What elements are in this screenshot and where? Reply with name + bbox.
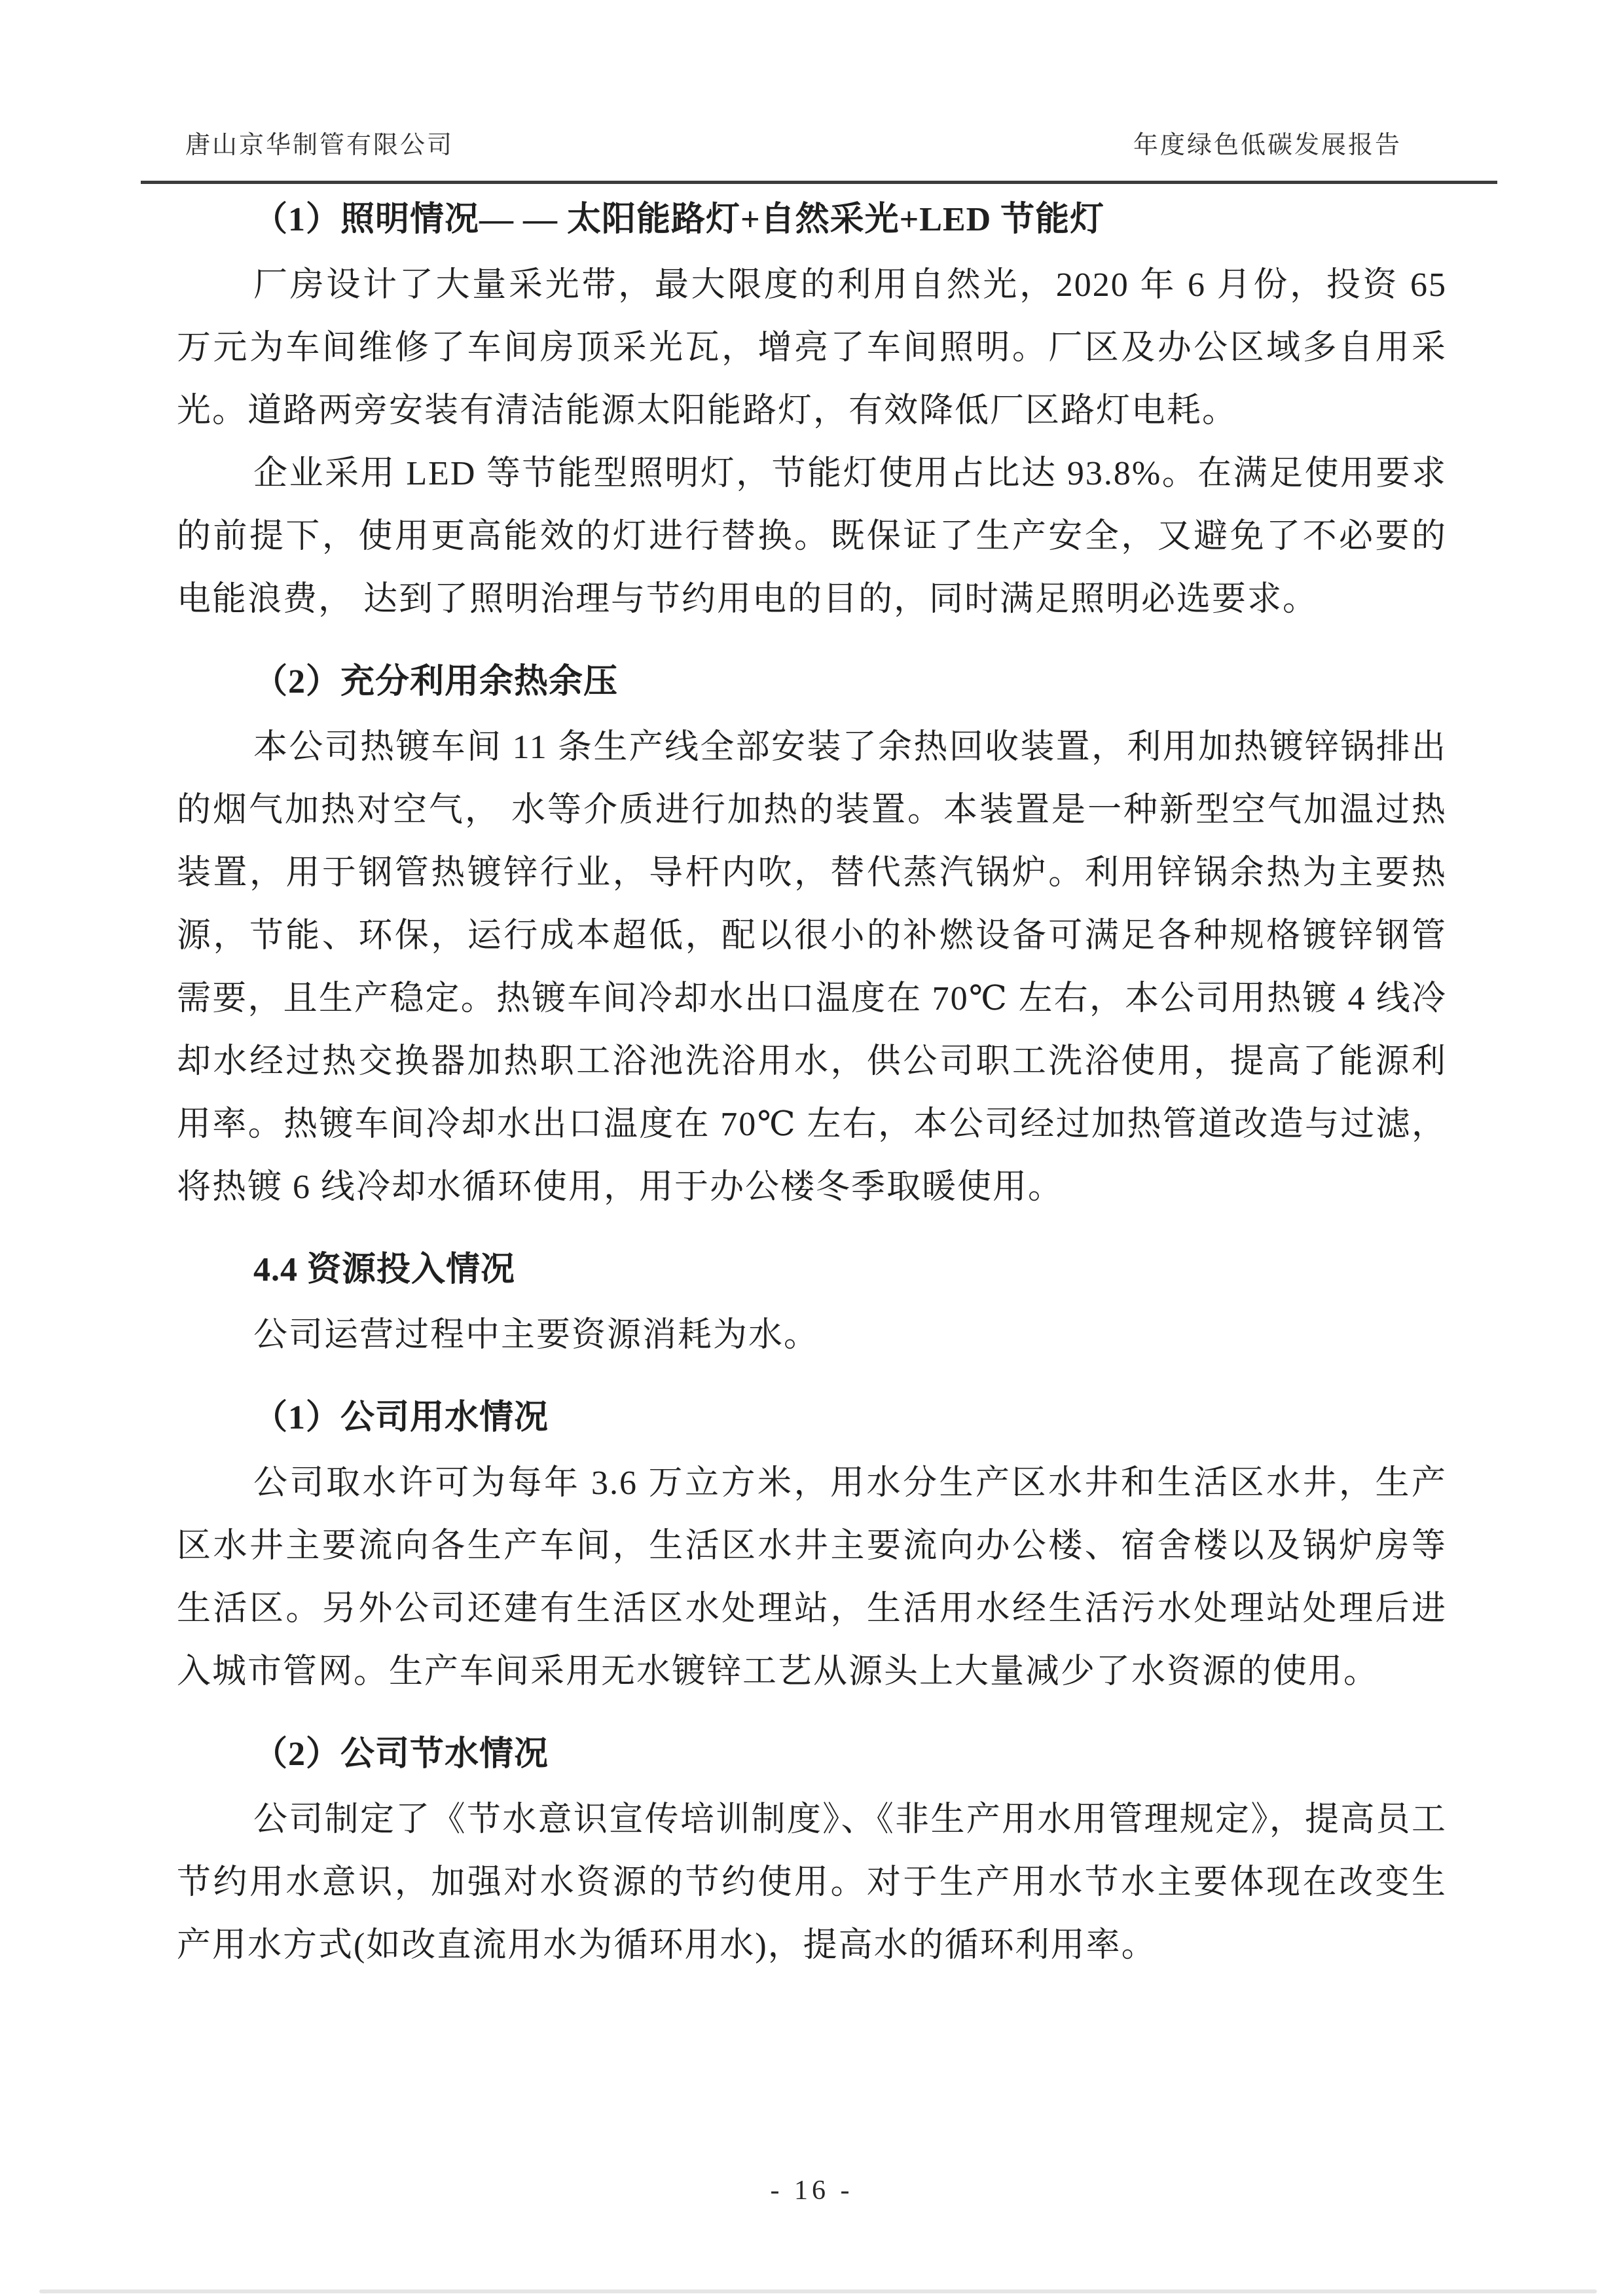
- body-paragraph: 本公司热镀车间 11 条生产线全部安装了余热回收装置，利用加热镀锌锅排出的烟气加热对空气， 水等介质进行加热的装置。本装置是一种新型空气加温过热装置，用于钢管热镀锌行业，导杆内吹，替代蒸汽锅炉。利用锌锅余热为主要热源，节能、环保，运行成本超低，配以很小的补燃设备可满足各种规格镀锌钢管需要，且生产稳定。热镀车间冷却水出口温度在 70℃ 左右，本公司用热镀 4 线冷却水经过热交换器加热职工浴池洗浴用水，供公司职工洗浴使用，提高了能源利用率。热镀车间冷却水出口温度在 70℃ 左右，本公司经过加热管道改造与过滤，将热镀 6 线冷却水循环使用，用于办公楼冬季取暖使用。: [177, 729, 1447, 1206]
- section-heading: （1）公司用水情况: [253, 1399, 549, 1436]
- content: [177, 189, 1447, 1977]
- body-paragraph: 公司制定了《节水意识宣传培训制度》、《非生产用水用管理规定》，提高员工节约用水意识，加强对水资源的节约使用。对于生产用水节水主要体现在改变生产用水方式(如改直流用水为循环用水)，提高水的循环利用率。: [177, 1801, 1447, 1964]
- body-paragraph: 公司运营过程中主要资源消耗为水。: [253, 1317, 820, 1354]
- page-header: [185, 124, 1402, 160]
- section-heading: （2）公司节水情况: [253, 1736, 549, 1773]
- section-heading: （2）充分利用余热余压: [253, 663, 619, 701]
- body-paragraph: 公司取水许可为每年 3.6 万立方米，用水分生产区水井和生活区水井，生产区水井主要流向各生产车间，生活区水井主要流向办公楼、宿舍楼以及锅炉房等生活区。另外公司还建有生活区水处理站，生活用水经生活污水处理站处理后进入城市管网。生产车间采用无水镀锌工艺从源头上大量减少了水资源的使用。: [177, 1465, 1447, 1690]
- section-heading: 4.4 资源投入情况: [253, 1251, 516, 1288]
- header-rule: [141, 181, 1497, 184]
- scan-artifact: [39, 2289, 1597, 2293]
- body-paragraph: 企业采用 LED 等节能型照明灯，节能灯使用占比达 93.8%。在满足使用要求的前提下，使用更高能效的灯进行替换。既保证了生产安全，又避免了不必要的电能浪费， 达到了照明治理与节约用电的目的，同时满足照明必选要求。: [177, 455, 1447, 618]
- page-footer: [177, 2175, 1447, 2206]
- section-heading: （1）照明情况— — 太阳能路灯+自然采光+LED 节能灯: [253, 201, 1105, 238]
- page-number: - 16 -: [770, 2176, 854, 2206]
- header-report-title: 年度绿色低碳发展报告: [1133, 132, 1402, 159]
- body-paragraph: 厂房设计了大量采光带，最大限度的利用自然光，2020 年 6 月份，投资 65 万元为车间维修了车间房顶采光瓦，增亮了车间照明。厂区及办公区域多自用采光。道路两旁安装有清洁能源太阳能路灯，有效降低厂区路灯电耗。: [177, 266, 1447, 429]
- header-company-name: 唐山京华制管有限公司: [185, 132, 454, 159]
